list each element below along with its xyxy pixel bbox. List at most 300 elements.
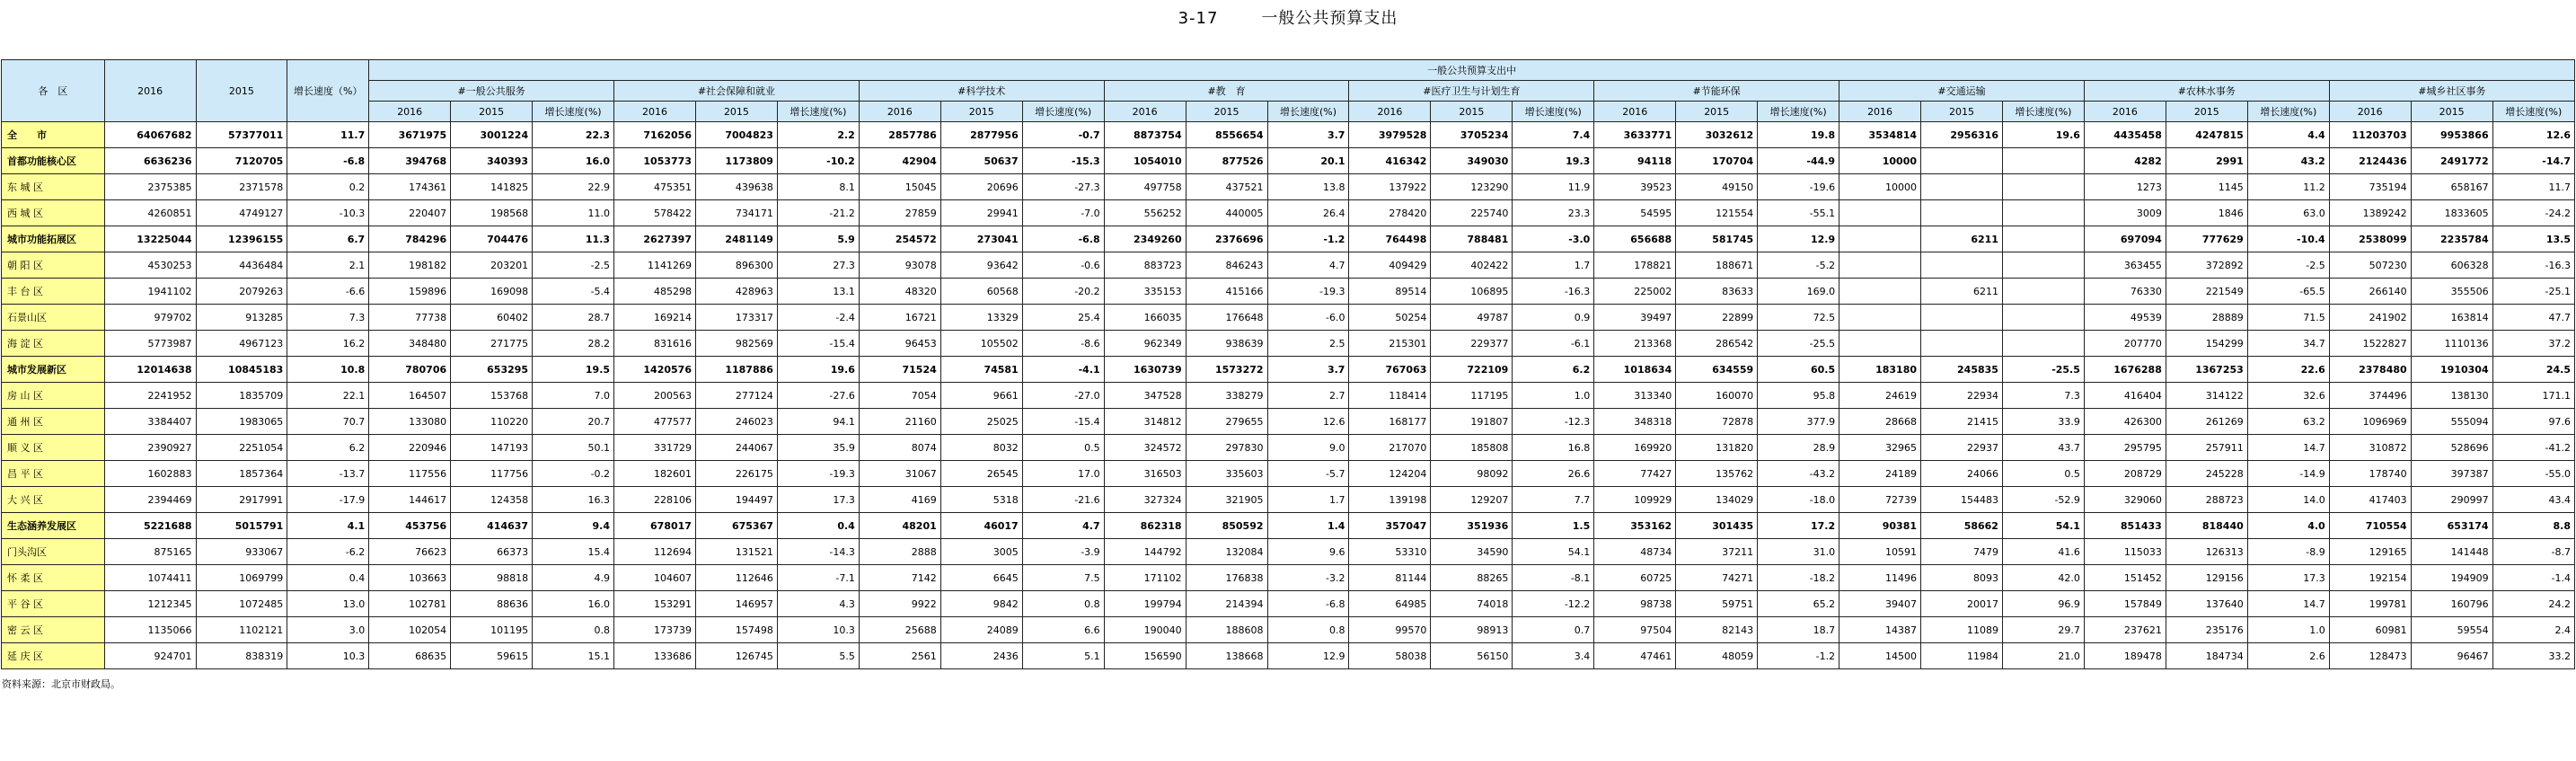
table-cell: 979702 bbox=[104, 305, 196, 331]
header-subcolumn: 2016 bbox=[614, 102, 696, 122]
table-cell: 1074411 bbox=[104, 565, 196, 591]
table-cell: 347528 bbox=[1104, 383, 1186, 409]
region-name: 平 谷 区 bbox=[2, 591, 105, 617]
table-cell: 4260851 bbox=[104, 200, 196, 226]
table-cell bbox=[1839, 252, 1921, 279]
table-cell: 77427 bbox=[1594, 461, 1676, 487]
table-cell: 213368 bbox=[1594, 331, 1676, 357]
table-cell: 11.7 bbox=[287, 122, 369, 148]
table-cell bbox=[1921, 148, 2003, 174]
table-cell: 556252 bbox=[1104, 200, 1186, 226]
table-cell: 47461 bbox=[1594, 643, 1676, 669]
table-cell: 862318 bbox=[1104, 513, 1186, 539]
table-cell: 59554 bbox=[2411, 617, 2492, 643]
table-cell: 417403 bbox=[2329, 487, 2411, 513]
table-cell: 246023 bbox=[695, 409, 777, 435]
table-cell: 48201 bbox=[859, 513, 940, 539]
header-category: #城乡社区事务 bbox=[2329, 81, 2574, 102]
header-subcolumn: 2015 bbox=[695, 102, 777, 122]
table-cell: 271775 bbox=[451, 331, 533, 357]
table-cell: 297830 bbox=[1186, 435, 1267, 461]
table-cell: 416404 bbox=[2084, 383, 2166, 409]
table-cell: 1573272 bbox=[1186, 357, 1267, 383]
table-cell: 81144 bbox=[1349, 565, 1431, 591]
table-cell: 924701 bbox=[104, 643, 196, 669]
table-cell bbox=[2002, 279, 2084, 305]
table-cell: 2627397 bbox=[614, 226, 696, 252]
table-cell: 295795 bbox=[2084, 435, 2166, 461]
table-cell: 2481149 bbox=[695, 226, 777, 252]
region-name: 朝 阳 区 bbox=[2, 252, 105, 279]
table-cell: 21415 bbox=[1921, 409, 2003, 435]
table-cell: 31.0 bbox=[1758, 539, 1839, 565]
header-subcolumn: 2015 bbox=[1186, 102, 1267, 122]
table-cell: 94.1 bbox=[777, 409, 859, 435]
table-cell: 353162 bbox=[1594, 513, 1676, 539]
table-cell: 208729 bbox=[2084, 461, 2166, 487]
table-cell: -5.7 bbox=[1267, 461, 1349, 487]
table-cell: 7.0 bbox=[533, 383, 614, 409]
table-cell: -12.2 bbox=[1513, 591, 1594, 617]
table-cell: 221549 bbox=[2166, 279, 2247, 305]
table-cell: 1.0 bbox=[2247, 617, 2329, 643]
table-cell: 440005 bbox=[1186, 200, 1267, 226]
table-cell: 4.7 bbox=[1267, 252, 1349, 279]
table-cell: 675367 bbox=[695, 513, 777, 539]
table-cell: 98738 bbox=[1594, 591, 1676, 617]
table-cell: -55.1 bbox=[1758, 200, 1839, 226]
table-cell: 11.9 bbox=[1513, 174, 1594, 200]
table-cell: 33.2 bbox=[2492, 643, 2574, 669]
table-cell: 245835 bbox=[1921, 357, 2003, 383]
table-cell: 22899 bbox=[1676, 305, 1758, 331]
table-cell: 126745 bbox=[695, 643, 777, 669]
table-cell: 12.6 bbox=[1267, 409, 1349, 435]
table-cell: 290997 bbox=[2411, 487, 2492, 513]
table-cell: 453756 bbox=[369, 513, 451, 539]
header-2015: 2015 bbox=[196, 60, 287, 122]
table-cell: 199794 bbox=[1104, 591, 1186, 617]
table-cell: 2241952 bbox=[104, 383, 196, 409]
table-cell: 43.7 bbox=[2002, 435, 2084, 461]
table-cell: 14.7 bbox=[2247, 591, 2329, 617]
table-cell: 2.5 bbox=[1267, 331, 1349, 357]
table-cell: 76623 bbox=[369, 539, 451, 565]
table-cell: 0.2 bbox=[287, 174, 369, 200]
table-cell: 138130 bbox=[2411, 383, 2492, 409]
table-cell: 2877956 bbox=[940, 122, 1022, 148]
table-cell: 28.7 bbox=[533, 305, 614, 331]
table-cell: 3671975 bbox=[369, 122, 451, 148]
table-cell: 2378480 bbox=[2329, 357, 2411, 383]
table-cell: 11984 bbox=[1921, 643, 2003, 669]
table-cell: 653174 bbox=[2411, 513, 2492, 539]
header-subcolumn: 2016 bbox=[369, 102, 451, 122]
table-cell: 1054010 bbox=[1104, 148, 1186, 174]
table-cell: 57377011 bbox=[196, 122, 287, 148]
table-cell: 24619 bbox=[1839, 383, 1921, 409]
table-cell: -8.1 bbox=[1513, 565, 1594, 591]
table-cell: 95.8 bbox=[1758, 383, 1839, 409]
table-cell: 4749127 bbox=[196, 200, 287, 226]
table-cell: 0.5 bbox=[2002, 461, 2084, 487]
table-cell: 24.2 bbox=[2492, 591, 2574, 617]
table-cell: 9842 bbox=[940, 591, 1022, 617]
table-cell: 20696 bbox=[940, 174, 1022, 200]
table-row bbox=[2, 357, 2575, 383]
table-cell: 26.6 bbox=[1513, 461, 1594, 487]
region-name: 全 市 bbox=[2, 122, 105, 148]
table-cell: 5015791 bbox=[196, 513, 287, 539]
table-cell: 12014638 bbox=[104, 357, 196, 383]
table-cell: 397387 bbox=[2411, 461, 2492, 487]
table-cell: 372892 bbox=[2166, 252, 2247, 279]
table-cell: 7479 bbox=[1921, 539, 2003, 565]
table-cell: -44.9 bbox=[1758, 148, 1839, 174]
table-cell: 28668 bbox=[1839, 409, 1921, 435]
table-cell: 48059 bbox=[1676, 643, 1758, 669]
table-cell: -8.9 bbox=[2247, 539, 2329, 565]
table-header bbox=[2, 60, 2575, 122]
table-cell: 146957 bbox=[695, 591, 777, 617]
table-cell: 437521 bbox=[1186, 174, 1267, 200]
table-cell: 4247815 bbox=[2166, 122, 2247, 148]
table-cell: -5.4 bbox=[533, 279, 614, 305]
table-cell: 2.6 bbox=[2247, 643, 2329, 669]
table-cell: 96467 bbox=[2411, 643, 2492, 669]
header-category: #教 育 bbox=[1104, 81, 1349, 102]
table-cell bbox=[1921, 200, 2003, 226]
table-cell: 1.5 bbox=[1513, 513, 1594, 539]
table-cell: 8093 bbox=[1921, 565, 2003, 591]
table-cell: 60568 bbox=[940, 279, 1022, 305]
table-cell bbox=[2002, 305, 2084, 331]
table-cell: 788481 bbox=[1431, 226, 1513, 252]
table-cell: 704476 bbox=[451, 226, 533, 252]
table-cell: 15.1 bbox=[533, 643, 614, 669]
table-cell: 3.0 bbox=[287, 617, 369, 643]
table-cell: 1846 bbox=[2166, 200, 2247, 226]
table-cell: 17.0 bbox=[1022, 461, 1104, 487]
table-cell bbox=[1921, 305, 2003, 331]
table-cell: 60.5 bbox=[1758, 357, 1839, 383]
table-cell: 1187886 bbox=[695, 357, 777, 383]
table-cell: 220946 bbox=[369, 435, 451, 461]
table-cell: 191807 bbox=[1431, 409, 1513, 435]
table-cell: -0.6 bbox=[1022, 252, 1104, 279]
table-cell: 9.4 bbox=[533, 513, 614, 539]
table-cell: 214394 bbox=[1186, 591, 1267, 617]
table-cell: 16.0 bbox=[533, 591, 614, 617]
table-cell: 169920 bbox=[1594, 435, 1676, 461]
table-cell: 176648 bbox=[1186, 305, 1267, 331]
table-cell: 8.8 bbox=[2492, 513, 2574, 539]
table-cell: 581745 bbox=[1676, 226, 1758, 252]
table-cell: 90381 bbox=[1839, 513, 1921, 539]
table-cell: 74581 bbox=[940, 357, 1022, 383]
table-cell: 12.9 bbox=[1758, 226, 1839, 252]
table-cell: 4.7 bbox=[1022, 513, 1104, 539]
table-cell: 4282 bbox=[2084, 148, 2166, 174]
table-cell: 3.7 bbox=[1267, 357, 1349, 383]
table-cell: 288723 bbox=[2166, 487, 2247, 513]
table-row bbox=[2, 643, 2575, 669]
table-cell: -25.1 bbox=[2492, 279, 2574, 305]
table-cell bbox=[1839, 226, 1921, 252]
table-cell: 11.2 bbox=[2247, 174, 2329, 200]
table-cell: 11203703 bbox=[2329, 122, 2411, 148]
table-cell: 1835709 bbox=[196, 383, 287, 409]
table-cell: 93078 bbox=[859, 252, 940, 279]
table-cell: 9.0 bbox=[1267, 435, 1349, 461]
table-cell: 241902 bbox=[2329, 305, 2411, 331]
table-cell: 497758 bbox=[1104, 174, 1186, 200]
table-cell: 4.1 bbox=[287, 513, 369, 539]
table-row bbox=[2, 435, 2575, 461]
table-cell: 426300 bbox=[2084, 409, 2166, 435]
table-cell: 16.8 bbox=[1513, 435, 1594, 461]
table-cell: 104607 bbox=[614, 565, 696, 591]
table-cell: 1102121 bbox=[196, 617, 287, 643]
table-cell: 59751 bbox=[1676, 591, 1758, 617]
table-cell: 109929 bbox=[1594, 487, 1676, 513]
table-cell: 4435458 bbox=[2084, 122, 2166, 148]
table-cell: 5318 bbox=[940, 487, 1022, 513]
table-cell: 351936 bbox=[1431, 513, 1513, 539]
region-name: 房 山 区 bbox=[2, 383, 105, 409]
table-cell: 8556654 bbox=[1186, 122, 1267, 148]
title-bar bbox=[0, 0, 2576, 59]
table-cell: 1053773 bbox=[614, 148, 696, 174]
table-cell: 2235784 bbox=[2411, 226, 2492, 252]
header-subcolumn: 增长速度(%) bbox=[2492, 102, 2574, 122]
table-cell: 4.4 bbox=[2247, 122, 2329, 148]
table-cell: 286542 bbox=[1676, 331, 1758, 357]
header-subcolumn: 2015 bbox=[1921, 102, 2003, 122]
table-cell: 47.7 bbox=[2492, 305, 2574, 331]
table-cell: 697094 bbox=[2084, 226, 2166, 252]
table-cell: 129156 bbox=[2166, 565, 2247, 591]
table-cell: 32965 bbox=[1839, 435, 1921, 461]
table-cell: 96453 bbox=[859, 331, 940, 357]
table-cell: -2.4 bbox=[777, 305, 859, 331]
table-cell: 49150 bbox=[1676, 174, 1758, 200]
table-cell: -12.3 bbox=[1513, 409, 1594, 435]
table-cell: 1018634 bbox=[1594, 357, 1676, 383]
table-cell: 37211 bbox=[1676, 539, 1758, 565]
table-cell bbox=[2002, 252, 2084, 279]
table-cell: 82143 bbox=[1676, 617, 1758, 643]
header-category: #科学技术 bbox=[859, 81, 1104, 102]
table-cell: 1273 bbox=[2084, 174, 2166, 200]
table-cell: 261269 bbox=[2166, 409, 2247, 435]
header-category: #节能环保 bbox=[1594, 81, 1839, 102]
table-cell: 137922 bbox=[1349, 174, 1431, 200]
table-cell: 244067 bbox=[695, 435, 777, 461]
table-cell: 17.3 bbox=[2247, 565, 2329, 591]
table-cell: 6.2 bbox=[287, 435, 369, 461]
region-name: 门头沟区 bbox=[2, 539, 105, 565]
table-cell: 1367253 bbox=[2166, 357, 2247, 383]
table-cell: 144792 bbox=[1104, 539, 1186, 565]
table-cell: 7.5 bbox=[1022, 565, 1104, 591]
table-row bbox=[2, 383, 2575, 409]
table-cell: 170704 bbox=[1676, 148, 1758, 174]
table-cell: 357047 bbox=[1349, 513, 1431, 539]
table-cell: -4.1 bbox=[1022, 357, 1104, 383]
table-cell: -6.8 bbox=[1267, 591, 1349, 617]
table-cell: -25.5 bbox=[1758, 331, 1839, 357]
table-cell: 962349 bbox=[1104, 331, 1186, 357]
header-growth: 增长速度（%） bbox=[287, 60, 369, 122]
table-cell: 1857364 bbox=[196, 461, 287, 487]
table-cell: 34.7 bbox=[2247, 331, 2329, 357]
table-cell: 54.1 bbox=[2002, 513, 2084, 539]
table-cell: 225740 bbox=[1431, 200, 1513, 226]
table-cell: 850592 bbox=[1186, 513, 1267, 539]
table-cell: 131521 bbox=[695, 539, 777, 565]
table-cell: 151452 bbox=[2084, 565, 2166, 591]
table-number: 3-17 bbox=[1178, 9, 1219, 28]
table-cell: 3.7 bbox=[1267, 122, 1349, 148]
table-cell: 118414 bbox=[1349, 383, 1431, 409]
table-row bbox=[2, 617, 2575, 643]
table-cell: 6.2 bbox=[1513, 357, 1594, 383]
table-cell: 321905 bbox=[1186, 487, 1267, 513]
table-cell: 1141269 bbox=[614, 252, 696, 279]
table-cell: -3.2 bbox=[1267, 565, 1349, 591]
table-cell: 25.4 bbox=[1022, 305, 1104, 331]
table-cell: 1983065 bbox=[196, 409, 287, 435]
table-cell: -8.7 bbox=[2492, 539, 2574, 565]
table-cell: 183180 bbox=[1839, 357, 1921, 383]
table-cell: 780706 bbox=[369, 357, 451, 383]
table-cell: -19.3 bbox=[777, 461, 859, 487]
table-cell: 374496 bbox=[2329, 383, 2411, 409]
table-row bbox=[2, 591, 2575, 617]
table-cell: -27.6 bbox=[777, 383, 859, 409]
table-cell: 5773987 bbox=[104, 331, 196, 357]
table-cell: 74271 bbox=[1676, 565, 1758, 591]
table-cell: 7.4 bbox=[1513, 122, 1594, 148]
table-cell: 851433 bbox=[2084, 513, 2166, 539]
table-cell: 12.6 bbox=[2492, 122, 2574, 148]
table-cell: 27859 bbox=[859, 200, 940, 226]
table-cell: 4436484 bbox=[196, 252, 287, 279]
table-cell: -0.7 bbox=[1022, 122, 1104, 148]
table-cell: 134029 bbox=[1676, 487, 1758, 513]
table-cell: 3.4 bbox=[1513, 643, 1594, 669]
table-cell: 348480 bbox=[369, 331, 451, 357]
header-subcolumn: 2016 bbox=[1594, 102, 1676, 122]
table-cell: 27.3 bbox=[777, 252, 859, 279]
table-cell: 59615 bbox=[451, 643, 533, 669]
table-cell: 13225044 bbox=[104, 226, 196, 252]
header-subcolumn: 增长速度(%) bbox=[777, 102, 859, 122]
header-subcolumn: 2016 bbox=[2329, 102, 2411, 122]
table-cell: 1602883 bbox=[104, 461, 196, 487]
table-cell bbox=[1839, 305, 1921, 331]
table-cell: 4.0 bbox=[2247, 513, 2329, 539]
table-cell: 22.1 bbox=[287, 383, 369, 409]
table-cell: 56150 bbox=[1431, 643, 1513, 669]
table-cell: 50.1 bbox=[533, 435, 614, 461]
table-row bbox=[2, 409, 2575, 435]
header-subcolumn: 2015 bbox=[1676, 102, 1758, 122]
table-cell: -10.3 bbox=[287, 200, 369, 226]
table-cell: 188608 bbox=[1186, 617, 1267, 643]
region-name: 昌 平 区 bbox=[2, 461, 105, 487]
table-cell: 7054 bbox=[859, 383, 940, 409]
table-cell: 25688 bbox=[859, 617, 940, 643]
table-cell: 28.2 bbox=[533, 331, 614, 357]
table-cell: 168177 bbox=[1349, 409, 1431, 435]
table-cell: 301435 bbox=[1676, 513, 1758, 539]
table-cell: 1110136 bbox=[2411, 331, 2492, 357]
table-cell: 43.4 bbox=[2492, 487, 2574, 513]
table-cell: 355506 bbox=[2411, 279, 2492, 305]
table-cell: 171.1 bbox=[2492, 383, 2574, 409]
table-cell: 50637 bbox=[940, 148, 1022, 174]
table-cell: 72.5 bbox=[1758, 305, 1839, 331]
table-cell: 29941 bbox=[940, 200, 1022, 226]
table-cell: 19.6 bbox=[2002, 122, 2084, 148]
table-cell: 314812 bbox=[1104, 409, 1186, 435]
table-cell: 112646 bbox=[695, 565, 777, 591]
table-cell: 14.7 bbox=[2247, 435, 2329, 461]
table-cell: 1420576 bbox=[614, 357, 696, 383]
region-name: 首都功能核心区 bbox=[2, 148, 105, 174]
table-cell: 112694 bbox=[614, 539, 696, 565]
table-cell: 2.7 bbox=[1267, 383, 1349, 409]
table-cell: 133080 bbox=[369, 409, 451, 435]
table-cell: 229377 bbox=[1431, 331, 1513, 357]
table-cell: 7.3 bbox=[2002, 383, 2084, 409]
table-cell: 169098 bbox=[451, 279, 533, 305]
table-cell: 10845183 bbox=[196, 357, 287, 383]
table-cell: 200563 bbox=[614, 383, 696, 409]
table-cell: 394768 bbox=[369, 148, 451, 174]
table-cell: 2956316 bbox=[1921, 122, 2003, 148]
table-cell: 1173809 bbox=[695, 148, 777, 174]
table-cell bbox=[1839, 200, 1921, 226]
table-cell: 26545 bbox=[940, 461, 1022, 487]
table-cell bbox=[1921, 331, 2003, 357]
table-cell: 19.5 bbox=[533, 357, 614, 383]
table-cell: 58038 bbox=[1349, 643, 1431, 669]
table-cell: -1.4 bbox=[2492, 565, 2574, 591]
table-cell: 192154 bbox=[2329, 565, 2411, 591]
table-cell: 60725 bbox=[1594, 565, 1676, 591]
table-cell: 93642 bbox=[940, 252, 1022, 279]
table-cell: 54.1 bbox=[1513, 539, 1594, 565]
table-cell: 169214 bbox=[614, 305, 696, 331]
table-cell: 6636236 bbox=[104, 148, 196, 174]
table-cell: 11496 bbox=[1839, 565, 1921, 591]
table-cell: 160070 bbox=[1676, 383, 1758, 409]
table-cell: 8.1 bbox=[777, 174, 859, 200]
table-cell: 20.7 bbox=[533, 409, 614, 435]
table-cell: 9.6 bbox=[1267, 539, 1349, 565]
table-cell: 7.3 bbox=[287, 305, 369, 331]
table-cell: 137640 bbox=[2166, 591, 2247, 617]
table-cell: 103663 bbox=[369, 565, 451, 591]
table-cell: 2390927 bbox=[104, 435, 196, 461]
table-cell: 4.9 bbox=[533, 565, 614, 591]
table-cell: 131820 bbox=[1676, 435, 1758, 461]
table-cell: 734171 bbox=[695, 200, 777, 226]
table-cell: 1.4 bbox=[1267, 513, 1349, 539]
